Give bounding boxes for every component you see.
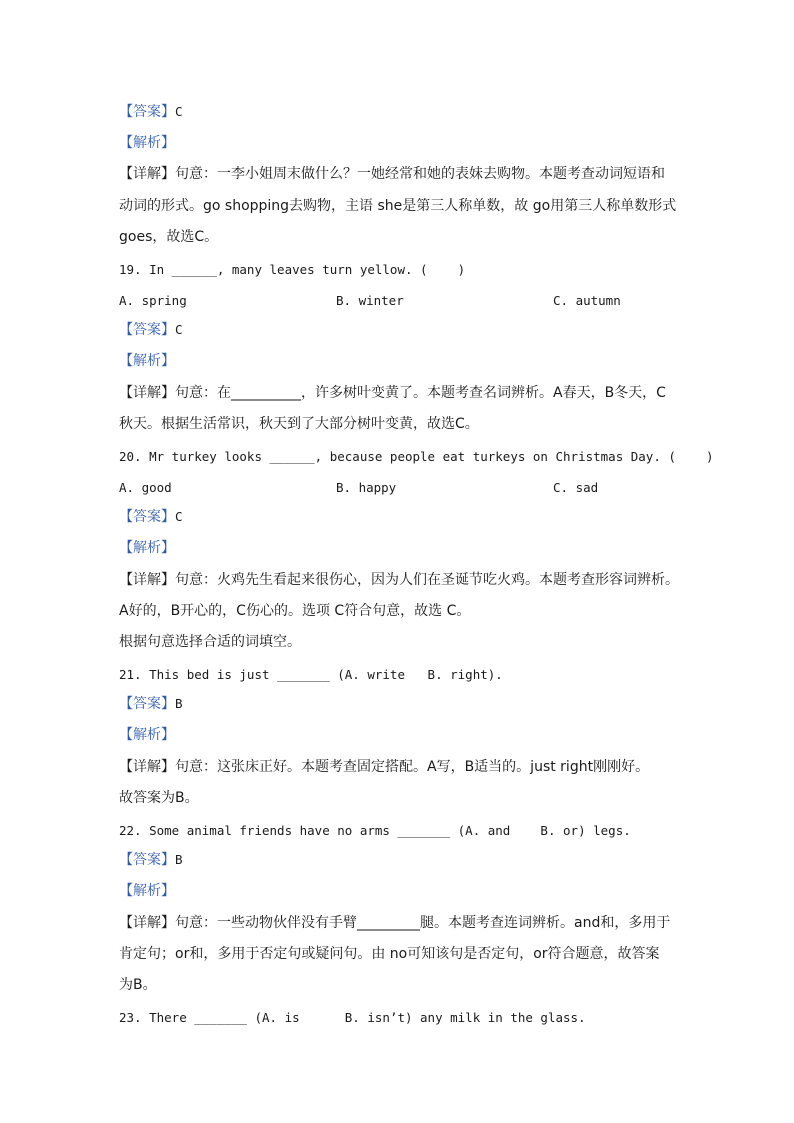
option-a-20: A. good <box>119 480 172 495</box>
analysis-heading-20: 【解析】 <box>119 540 175 556</box>
question-22: 22. Some animal friends have no arms _______ (A. and B. or) legs. <box>119 823 631 838</box>
analysis-heading-21: 【解析】 <box>119 727 175 743</box>
detail-line-19-2: 秋天。根据生活常识，秋天到了大部分树叶变黄，故选C。 <box>119 416 479 432</box>
option-b-20: B. happy <box>336 480 397 495</box>
answer-line-20: 【答案】C <box>119 509 183 525</box>
detail-line-19-1: 【详解】句意：在__________，许多树叶变黄了。本题考查名词辨析。A春天，B冬天，C <box>119 385 666 401</box>
detail-line-18-2: 动词的形式。go shopping去购物，主语 she是第三人称单数，故 go用第三人称单数形式 <box>119 198 677 214</box>
option-b-19: B. winter <box>336 293 404 308</box>
detail-line-22-2: 肯定句；or和，多用于否定句或疑问句。由 no可知该句是否定句，or符合题意，故答案 <box>119 946 660 962</box>
question-23: 23. There _______ (A. is B. isn’t) any milk in the glass. <box>119 1010 586 1025</box>
detail-line-21-1: 【详解】句意：这张床正好。本题考查固定搭配。A写，B适当的。just right刚刚好。 <box>119 759 650 775</box>
option-c-20: C. sad <box>553 480 599 495</box>
answer-line-22: 【答案】B <box>119 852 183 868</box>
answer-line-19: 【答案】C <box>119 322 183 338</box>
question-19: 19. In ______, many leaves turn yellow. ( ) <box>119 262 466 277</box>
answer-value: C <box>175 104 183 119</box>
option-a-19: A. spring <box>119 293 187 308</box>
analysis-heading-18: 【解析】 <box>119 135 175 151</box>
detail-line-22-1: 【详解】句意：一些动物伙伴没有手臂_________腿。本题考查连词辨析。and和，多用于 <box>119 915 671 931</box>
answer-tag: 【答案】 <box>119 104 175 120</box>
option-c-19: C. autumn <box>553 293 621 308</box>
detail-line-18-3: goes，故选C。 <box>119 229 219 245</box>
section-instruction: 根据句意选择合适的词填空。 <box>119 634 301 650</box>
question-21: 21. This bed is just _______ (A. write B. right). <box>119 667 503 682</box>
detail-line-22-3: 为B。 <box>119 977 157 993</box>
detail-line-20-2: A好的，B开心的，C伤心的。选项 C符合句意，故选 C。 <box>119 603 471 619</box>
analysis-heading-19: 【解析】 <box>119 353 175 369</box>
answer-line-21: 【答案】B <box>119 696 183 712</box>
detail-line-21-2: 故答案为B。 <box>119 790 199 806</box>
answer-line-18 <box>119 103 183 121</box>
question-20: 20. Mr turkey looks ______, because people eat turkeys on Christmas Day. ( ) <box>119 449 714 464</box>
detail-line-18-1: 【详解】句意：一李小姐周末做什么？一她经常和她的表妹去购物。本题考查动词短语和 <box>119 166 665 182</box>
analysis-heading-22: 【解析】 <box>119 883 175 899</box>
detail-line-20-1: 【详解】句意：火鸡先生看起来很伤心，因为人们在圣诞节吃火鸡。本题考查形容词辨析。 <box>119 572 679 588</box>
